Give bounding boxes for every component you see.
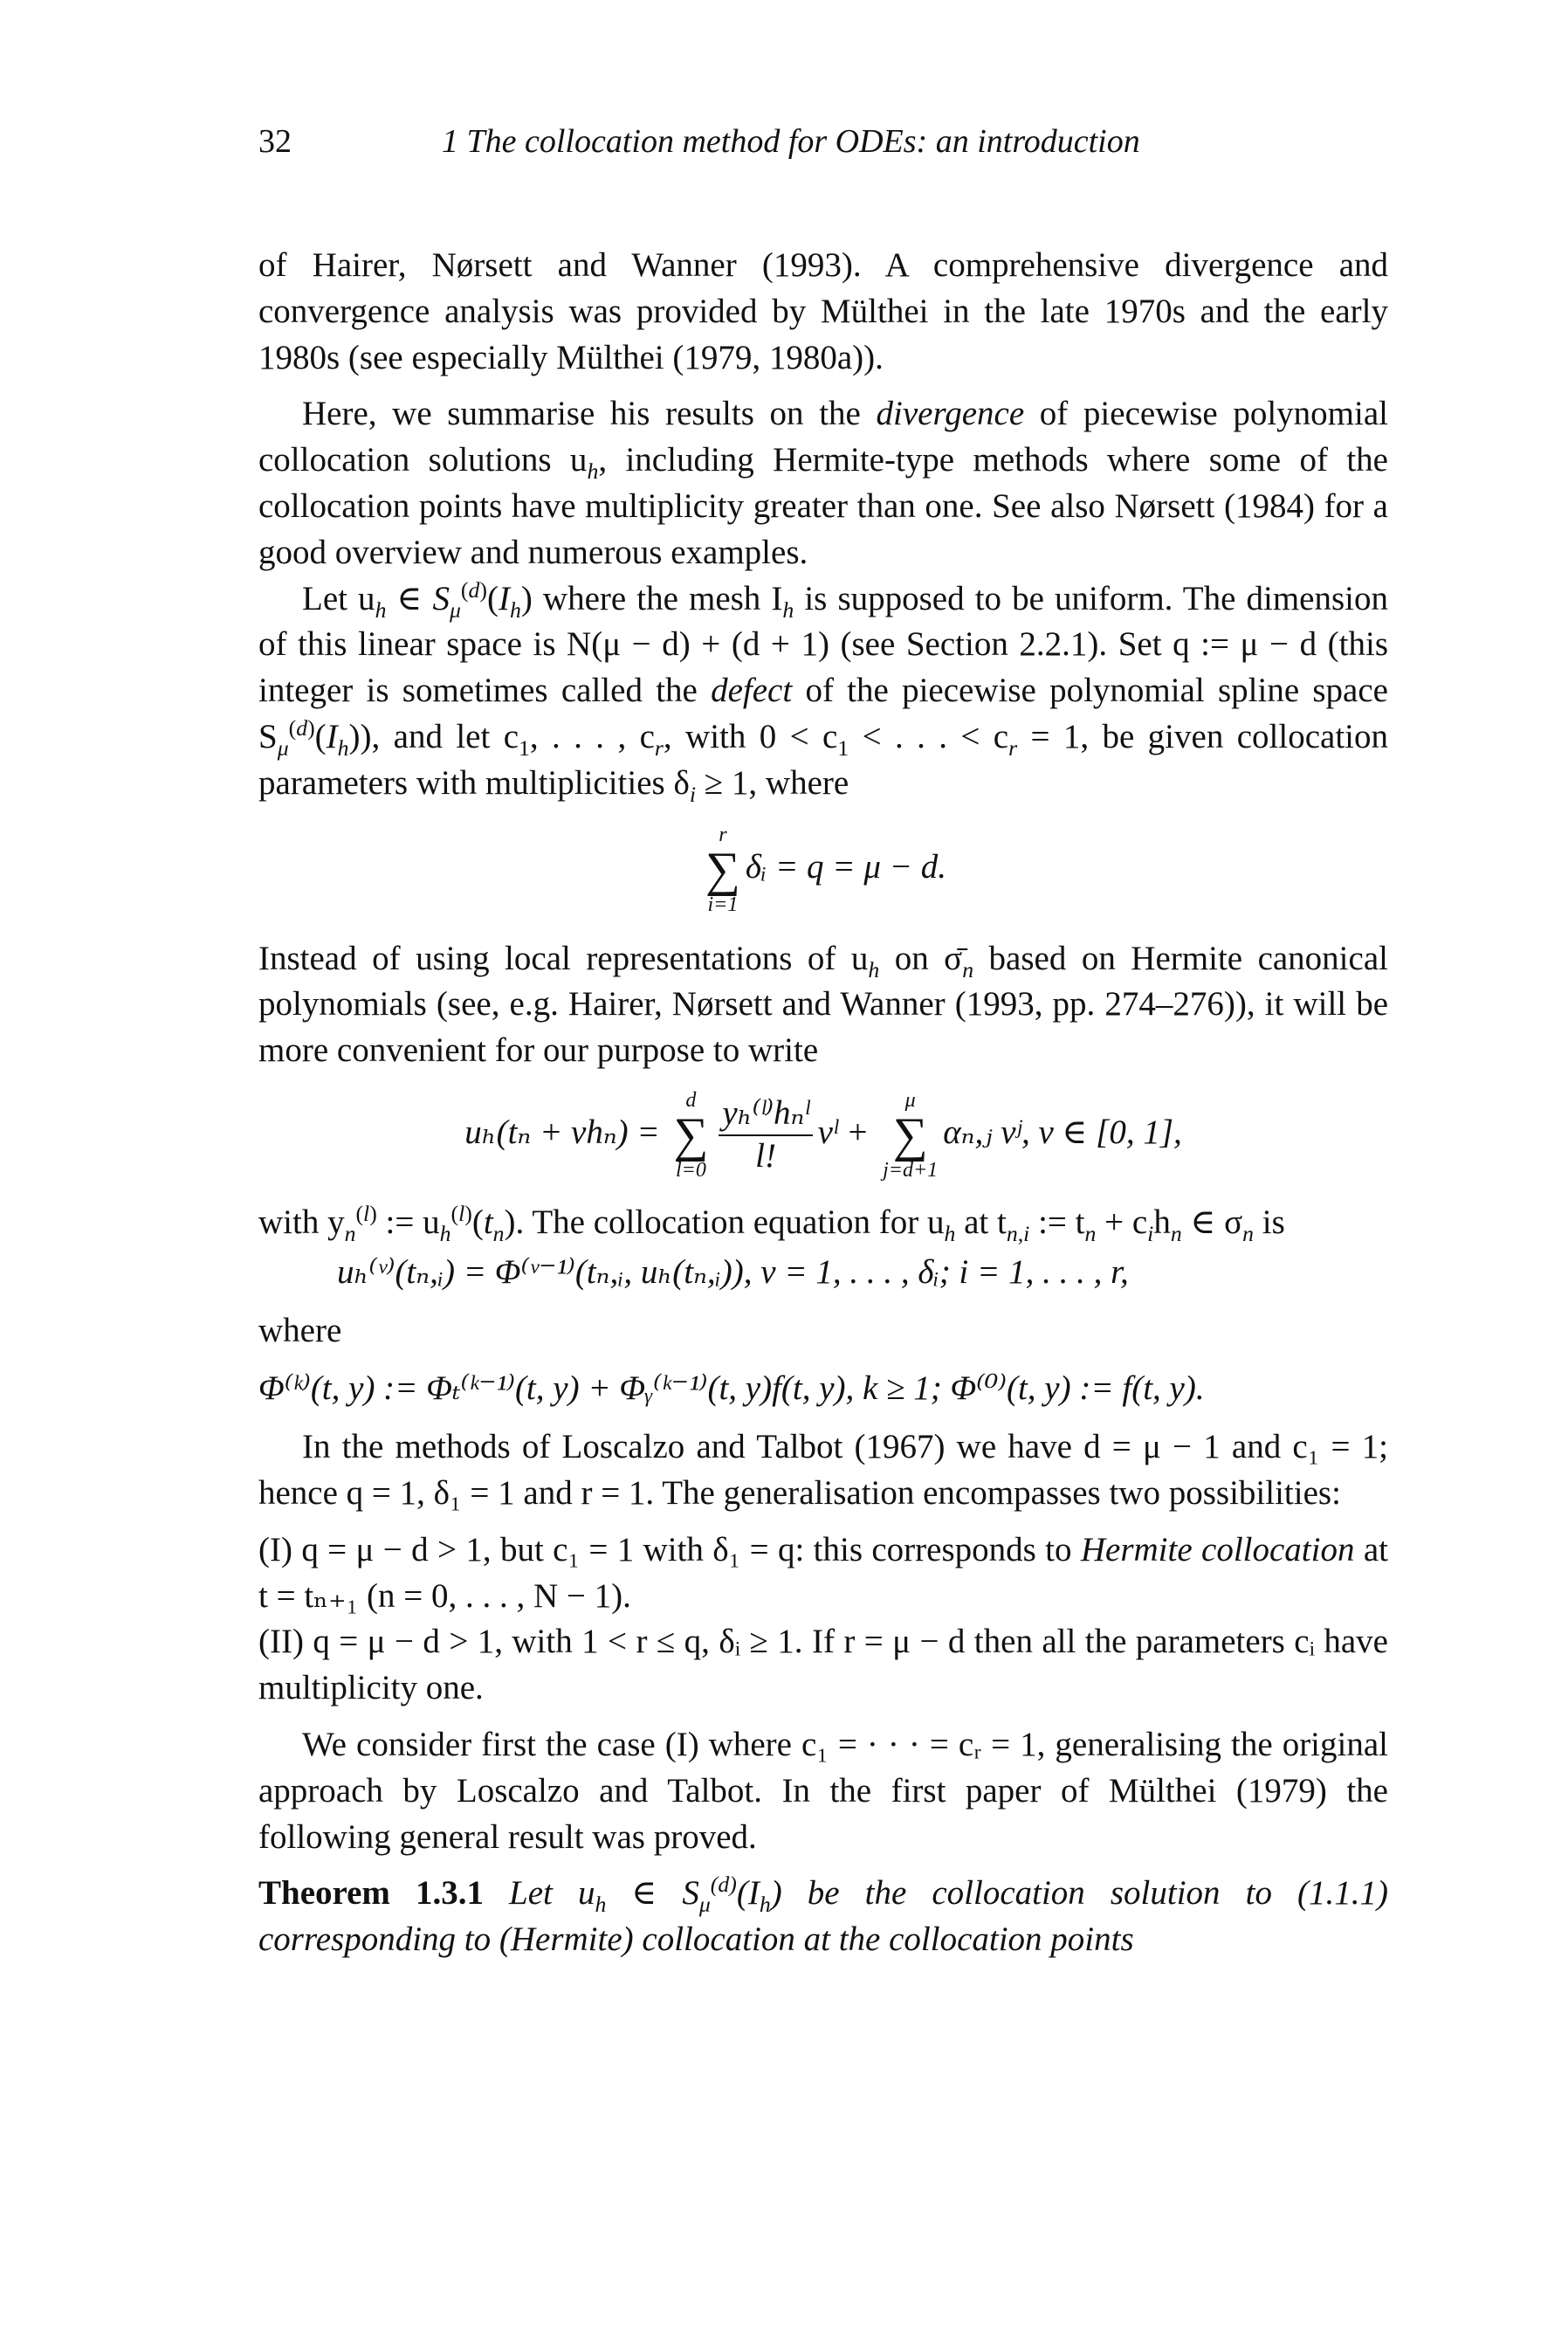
page-body bbox=[258, 243, 1388, 1963]
paragraph-4: Instead of using local representations of $u_h$ on $\sigmā_n$ based on Hermite canonical polynomials (see, e.g. Hairer, Nørsett and Wanner (1993, pp. 274–276)), it will be more convenient for our purpose to write bbox=[258, 939, 1388, 1070]
emphasis-defect: defect bbox=[711, 672, 793, 710]
sum-symbol: r ∑ i=1 bbox=[705, 823, 740, 916]
where-label: where bbox=[258, 1311, 342, 1349]
emphasis-divergence: divergence bbox=[876, 395, 1025, 433]
emphasis-hermite-collocation: Hermite collocation bbox=[1080, 1530, 1355, 1568]
paragraph-2: Here, we summarise his results on the divergence of piecewise polynomial collocation solutions $u_h$, including Hermite-type methods where some of the collocation points have multiplicity greater than one. See also Nørsett (1984) for a good overview and numerous examples. bbox=[258, 395, 1388, 571]
equation-collocation: uₕ⁽ᵛ⁾(tₙ,ᵢ) = Φ⁽ᵛ⁻¹⁾(tₙ,ᵢ, uₕ(tₙ,ᵢ)), v = 1, . . . , δᵢ; i = 1, . . . , r, bbox=[337, 1252, 1129, 1291]
paragraph-9: We consider first the case (I) where c₁ = · · · = cᵣ = 1, generalising the original approach by Loscalzo and Talbot. In the first paper of Mülthei (1979) the following general result was proved. bbox=[258, 1725, 1388, 1856]
running-title: 1 The collocation method for ODEs: an introduction bbox=[442, 123, 1140, 160]
paragraph-5: with $y_n^{(l)}$ := $u_h^{(l)}(t_n)$. The collocation equation for $u_h$ at $t_{n,i}$ := $t_n + c_ih_n$ ∈ $\sigma_n$ is bbox=[258, 1200, 1285, 1246]
paragraph-1: of Hairer, Nørsett and Wanner (1993). A comprehensive divergence and convergence analysis was provided by Mülthei in the late 1970s and the early 1980s (see especially Mülthei (1979, 1980a)). bbox=[258, 246, 1388, 376]
equation-sum-multiplicities: r ∑ i=1 δᵢ = q = μ − d. bbox=[705, 823, 946, 916]
paragraph-6: In the methods of Loscalzo and Talbot (1967) we have d = μ − 1 and c₁ = 1; hence q = 1, δ₁ = 1 and r = 1. The generalisation encompasses two possibilities: bbox=[258, 1428, 1388, 1512]
page-number: 32 bbox=[258, 123, 292, 160]
fraction: $\frac{\text{yₕ⁽ˡ⁾hₙˡ}}{l!}$ bbox=[719, 1093, 812, 1177]
running-header bbox=[258, 122, 1310, 175]
sum-symbol: μ ∑ j=d+1 bbox=[883, 1088, 939, 1182]
case-II: (II) q = μ − d > 1, with 1 < r ≤ q, δᵢ ≥ 1. If r = μ − d then all the parameters cᵢ have multiplicity one. bbox=[258, 1623, 1388, 1707]
sum-symbol: d ∑ l=0 bbox=[673, 1088, 709, 1182]
paragraph-3: Let $u_h$ ∈ $S_\mu^{(d)}(I_h)$ where the mesh $I_h$ is supposed to be uniform. The dimension of this linear space is N(μ − d) + (d + 1) (see Section 2.2.1). Set q := μ − d (this integer is sometimes called the defect of the piecewise polynomial spline space $S_\mu^{(d)}(I_h)$), and let $c_1$, . . . , $c_r$, with $0 < c_1$ < . . . < $c_r = 1$, be given collocation parameters with multiplicities $\delta_i \ge 1$, where bbox=[258, 576, 1389, 807]
case-I: (I) q = μ − d > 1, but c₁ = 1 with δ₁ = q: this corresponds to Hermite collocation at t = tₙ₊₁ (n = 0, . . . , N − 1). bbox=[258, 1530, 1388, 1615]
equation-phi-definition: Φ⁽ᵏ⁾(t, y) := Φₜ⁽ᵏ⁻¹⁾(t, y) + Φᵧ⁽ᵏ⁻¹⁾(t, y)f(t, y), k ≥ 1; Φ⁽⁰⁾(t, y) := f(t, y). bbox=[258, 1369, 1205, 1408]
theorem-1-3-1: Theorem 1.3.1 Let $u_h$ ∈ $S_\mu^{(d)}(I_h)$ be the collocation solution to (1.1.1) corresponding to (Hermite) collocation at the collocation points bbox=[258, 1872, 1389, 1959]
equation-local-representation: uₕ(tₙ + vhₙ) = d ∑ l=0 $\frac{\text{yₕ⁽ˡ⁾hₙˡ}}{l!}$ vˡ + μ ∑ j=d+1 αₙ,ⱼ vʲ, v ∈ [0, 1], bbox=[464, 1088, 1182, 1182]
theorem-label: Theorem 1.3.1 bbox=[258, 1874, 484, 1913]
